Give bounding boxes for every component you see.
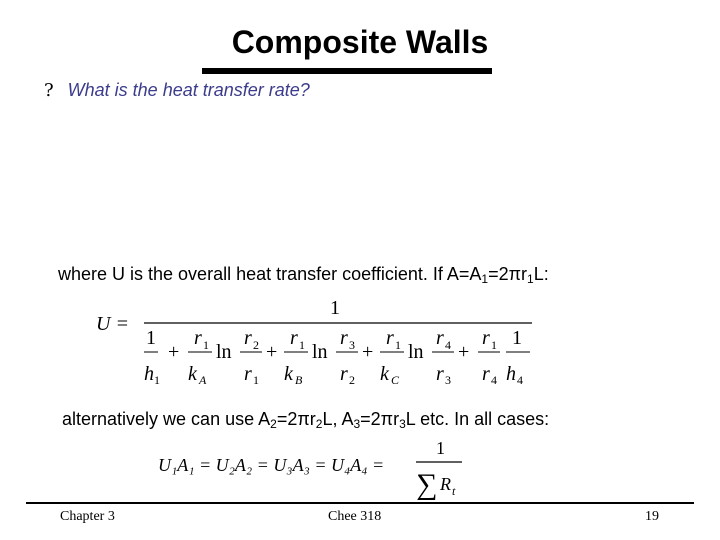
para1-mid: =2πr: [488, 264, 528, 284]
para1-suffix: L:: [533, 264, 549, 284]
eq1-t2-lnden-sub: 1: [253, 373, 259, 386]
eq1-t2-lnden: r: [244, 363, 252, 385]
para1-sub2: 1: [527, 272, 534, 286]
eq1-t4-den-sub: C: [391, 373, 400, 386]
eq1-t3-ln: ln: [312, 341, 328, 363]
eq1-numerator: 1: [330, 297, 340, 319]
eq1-t5-num-sub: 1: [491, 338, 497, 352]
para1-sub1: 1: [481, 272, 489, 286]
eq2-lhs: U₁A₁ = U₂A₂ = U₃A₃ = U₄A₄ =: [158, 455, 385, 475]
footer-course: Chee 318: [328, 509, 382, 524]
eq1-t4-num-sub: 1: [395, 338, 401, 352]
eq1-t3-num: r: [290, 327, 298, 349]
eq1-t1-den-sub: 1: [154, 373, 160, 386]
eq1-t4-lnnum-sub: 4: [445, 338, 451, 352]
footer-rule: [26, 502, 694, 504]
para2-s4: 3: [399, 417, 406, 431]
eq1-t5-extraden-sub: 4: [517, 373, 523, 386]
eq2-r-sub: t: [452, 484, 456, 498]
eq1-t4-num: r: [386, 327, 394, 349]
eq1-t1-num: 1: [146, 327, 156, 349]
equation-ua-equality: [158, 440, 468, 500]
para1-prefix: where U is the overall heat transfer coefficient. If A=A: [58, 264, 482, 284]
eq1-t2-ln: ln: [216, 341, 232, 363]
footer-chapter: Chapter 3: [60, 509, 115, 524]
para2-t4: =2πr: [360, 409, 400, 429]
eq1-t4-den: k: [380, 363, 389, 385]
eq1-t5-extra: 1: [512, 327, 522, 349]
eq1-t4-lnnum: r: [436, 327, 444, 349]
eq1-t2-den: k: [188, 363, 197, 385]
eq1-t2-den-sub: A: [199, 373, 207, 386]
bullet-icon: ?: [44, 80, 54, 101]
eq1-t3-den: k: [284, 363, 293, 385]
title-underline: [202, 68, 492, 74]
equation-overall-u: [92, 296, 542, 386]
eq1-t4-ln: ln: [408, 341, 424, 363]
eq1-t3-den-sub: B: [295, 373, 303, 386]
eq1-t2-op: +: [168, 341, 180, 363]
eq1-t1-den: h: [144, 363, 154, 385]
para2-s1: 2: [270, 417, 277, 431]
eq1-t3-op: +: [266, 341, 278, 363]
eq2-r: R: [440, 474, 451, 494]
eq1-t5-extraden: h: [506, 363, 516, 385]
para2-s3: 3: [353, 417, 361, 431]
eq1-t5-den-sub: 4: [491, 373, 497, 386]
eq1-t4-lnden-sub: 3: [445, 373, 451, 386]
eq1-t5-op: +: [458, 341, 470, 363]
eq1-t2-lnnum: r: [244, 327, 252, 349]
eq1-t3-lnden: r: [340, 363, 348, 385]
eq1-t4-lnden: r: [436, 363, 444, 385]
paragraph-overall-coefficient: [58, 264, 549, 286]
slide-title: Composite Walls: [231, 24, 489, 60]
eq1-t5-den: r: [482, 363, 490, 385]
eq1-t2-lnnum-sub: 2: [253, 338, 259, 352]
para2-s2: 2: [315, 417, 323, 431]
eq2-sigma: ∑: [416, 468, 438, 500]
eq1-t3-lnnum: r: [340, 327, 348, 349]
para2-t1: alternatively we can use A: [62, 409, 271, 429]
eq1-t3-lnden-sub: 2: [349, 373, 355, 386]
eq1-t5-num: r: [482, 327, 490, 349]
paragraph-alternative-areas: [62, 409, 549, 431]
para2-t3: L, A: [322, 409, 354, 429]
bullet-item: [44, 80, 310, 101]
eq1-t3-lnnum-sub: 3: [349, 338, 355, 352]
eq2-numerator: 1: [436, 440, 445, 458]
eq1-lhs: U =: [96, 313, 129, 335]
para2-t5: L etc. In all cases:: [405, 409, 550, 429]
para2-t2: =2πr: [276, 409, 316, 429]
footer-page-number: 19: [645, 509, 659, 524]
eq1-t3-num-sub: 1: [299, 338, 305, 352]
eq1-t2-num: r: [194, 327, 202, 349]
eq1-t4-op: +: [362, 341, 374, 363]
question-text: What is the heat transfer rate?: [67, 80, 310, 100]
eq1-t2-num-sub: 1: [203, 338, 209, 352]
